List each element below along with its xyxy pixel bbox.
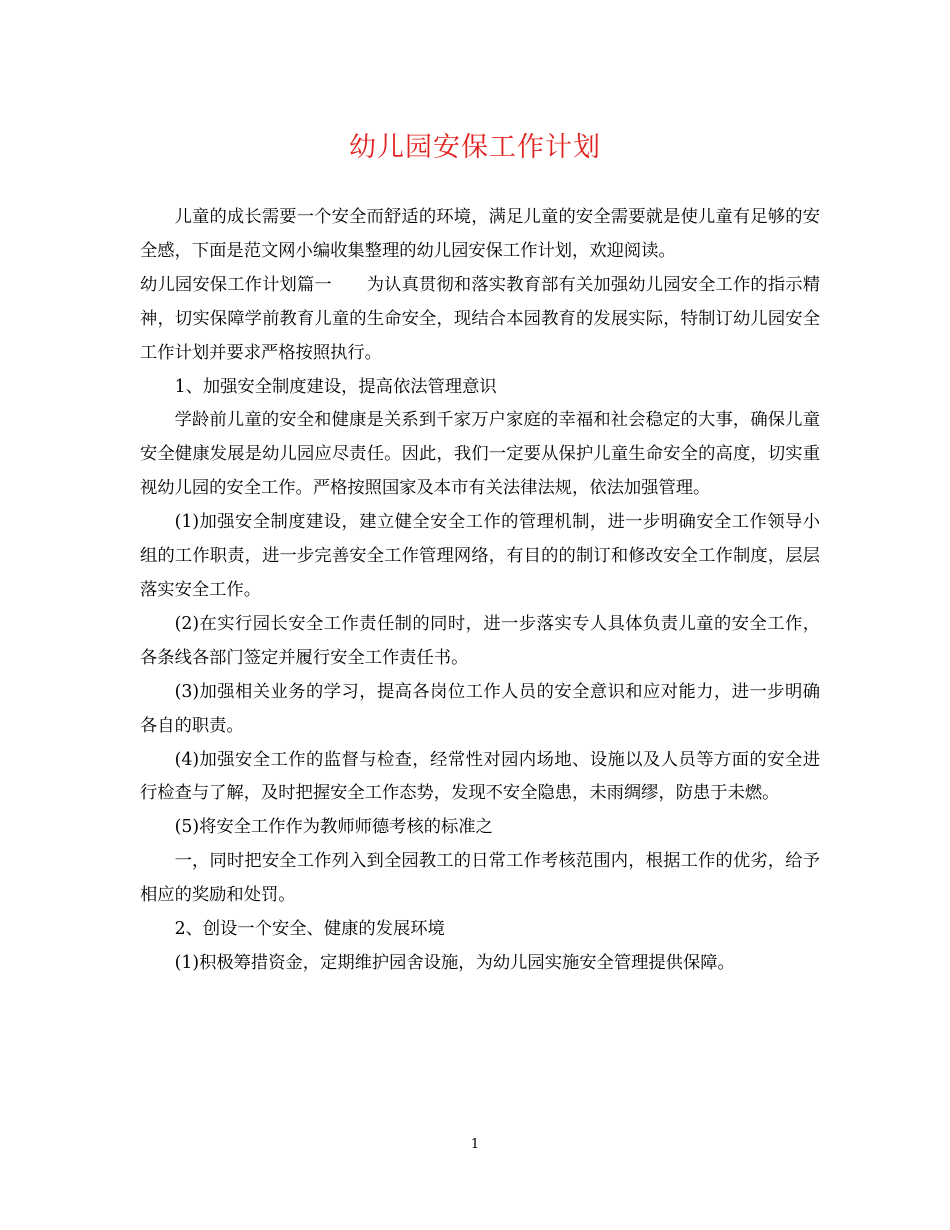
paragraph: 儿童的成长需要一个安全而舒适的环境，满足儿童的安全需要就是使儿童有足够的安全感，下面是范文网小编收集整理的幼儿园安保工作计划，欢迎阅读。 xyxy=(140,207,820,261)
paragraph: 1、加强安全制度建设，提高依法管理意识 xyxy=(174,376,497,397)
page-number: 1 xyxy=(470,1137,480,1152)
paragraph: (1)积极筹措资金，定期维护园舍设施，为幼儿园实施安全管理提供保障。 xyxy=(174,952,735,973)
paragraph: (5)将安全工作作为教师师德考核的标准之 xyxy=(174,817,493,838)
paragraph: (2)在实行园长安全工作责任制的同时，进一步落实专人具体负责儿童的安全工作，各条线各部门签定并履行安全工作责任书。 xyxy=(140,613,820,668)
page-title: 幼儿园安保工作计划 xyxy=(349,132,601,163)
paragraph: 一，同时把安全工作列入到全园教工的日常工作考核范围内，根据工作的优劣，给予相应的奖励和处罚。 xyxy=(140,851,820,906)
paragraph: 学龄前儿童的安全和健康是关系到千家万户家庭的幸福和社会稳定的大事，确保儿童安全健康发展是幼儿园应尽责任。因此，我们一定要从保护儿童生命安全的高度，切实重视幼儿园的安全工作。严格按照国家及本市有关法律法规，依法加强管理。 xyxy=(140,410,820,499)
paragraph: (4)加强安全工作的监督与检查，经常性对园内场地、设施以及人员等方面的安全进行检查与了解，及时把握安全工作态势，发现不安全隐患，未雨绸缪，防患于未燃。 xyxy=(140,749,820,804)
paragraph: (1)加强安全制度建设，建立健全安全工作的管理机制，进一步明确安全工作领导小组的工作职责，进一步完善安全工作管理网络，有目的的制订和修改安全工作制度，层层落实安全工作。 xyxy=(140,512,820,600)
paragraph: (3)加强相关业务的学习，提高各岗位工作人员的安全意识和应对能力，进一步明确各自的职责。 xyxy=(140,681,820,736)
paragraph: 2、创设一个安全、健康的发展环境 xyxy=(174,919,445,940)
paragraph: 幼儿园安保工作计划篇一 为认真贯彻和落实教育部有关加强幼儿园安全工作的指示精神，切实保障学前教育儿童的生命安全，现结合本园教育的发展实际，特制订幼儿园安全工作计划并要求严格按照执行。 xyxy=(140,274,820,363)
document-body xyxy=(140,201,820,981)
